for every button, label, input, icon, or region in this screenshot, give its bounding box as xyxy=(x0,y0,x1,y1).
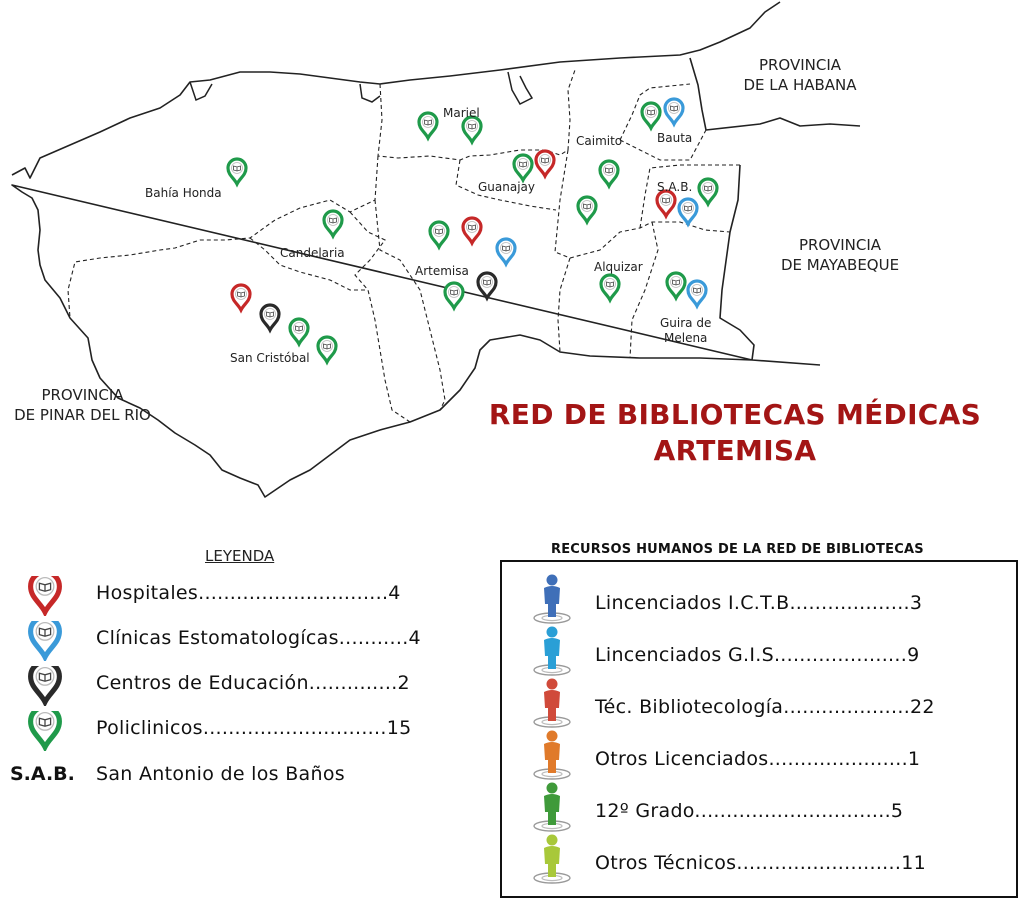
map-pin-policlinico xyxy=(514,155,532,180)
municipality-caimito: Caimito xyxy=(576,134,623,148)
map-pin-educacion xyxy=(261,305,279,330)
map-pin-policlinico xyxy=(667,273,685,298)
map-pin-hospital xyxy=(232,285,250,310)
map-pin-policlinico xyxy=(318,337,336,362)
map-pin-policlinico xyxy=(601,275,619,300)
map-pin-policlinico xyxy=(419,113,437,138)
municipal-boundaries xyxy=(68,70,740,422)
legend-sab-abbr: S.A.B. xyxy=(10,763,75,785)
province-la-habana-line2: DE LA HABANA xyxy=(743,76,857,94)
legend-item-hospital: Hospitales..............................4 xyxy=(96,582,401,604)
map-title-line1: RED DE BIBLIOTECAS MÉDICAS xyxy=(488,398,982,431)
rrhh-item: 12º Grado...............................5 xyxy=(595,800,904,822)
map-pin-policlinico xyxy=(642,103,660,128)
coastline-bays xyxy=(190,72,532,104)
province-pinar-label xyxy=(0,385,165,425)
province-pinar-line1: PROVINCIA xyxy=(41,386,124,404)
map-pin-clinica xyxy=(497,239,515,264)
map-pin-policlinico xyxy=(463,117,481,142)
legend-item-educacion: Centros de Educación..............2 xyxy=(96,672,410,694)
map-pin-policlinico xyxy=(578,197,596,222)
municipality-guira-line1: Guira de xyxy=(660,316,712,330)
legend-sab-full: San Antonio de los Baños xyxy=(96,763,345,785)
province-pinar-line2: DE PINAR DEL RIO xyxy=(14,406,151,424)
province-la-habana-line1: PROVINCIA xyxy=(758,56,842,74)
rrhh-item: Lincenciados G.I.S.....................9 xyxy=(595,644,920,666)
province-la-habana-label xyxy=(735,55,865,95)
legend-item-clinica: Clínicas Estomatologícas...........4 xyxy=(96,627,421,649)
map-pin-policlinico xyxy=(600,161,618,186)
map-pin-policlinico xyxy=(290,319,308,344)
map-pin-policlinico xyxy=(430,222,448,247)
municipality-guira-line2: Melena xyxy=(664,331,708,345)
municipality-san-cristobal: San Cristóbal xyxy=(230,351,310,365)
map-pin-clinica xyxy=(665,99,683,124)
person-icon xyxy=(528,778,576,834)
municipality-bahia-honda: Bahía Honda xyxy=(145,186,222,200)
municipality-mariel: Mariel xyxy=(443,106,480,120)
province-mayabeque-label xyxy=(765,235,915,275)
rrhh-box xyxy=(500,560,1018,898)
map-pin-clinica xyxy=(679,199,697,224)
legend-pin-hospital-icon xyxy=(28,576,62,616)
map-pin-policlinico xyxy=(324,211,342,236)
legend-title: LEYENDA xyxy=(205,547,275,565)
person-icon xyxy=(528,674,576,730)
rrhh-item: Téc. Bibliotecología....................22 xyxy=(595,696,935,718)
rrhh-item: Otros Técnicos..........................11 xyxy=(595,852,926,874)
map-pin-policlinico xyxy=(699,179,717,204)
map-pin-policlinico xyxy=(445,283,463,308)
municipality-bauta: Bauta xyxy=(657,131,693,145)
map-pin-hospital xyxy=(463,218,481,243)
person-icon xyxy=(528,830,576,886)
municipality-guanajay: Guanajay xyxy=(478,180,536,194)
map-pin-hospital xyxy=(536,151,554,176)
map-pin-clinica xyxy=(688,281,706,306)
rrhh-item: Lincenciados I.C.T.B...................3 xyxy=(595,592,923,614)
municipality-candelaria: Candelaria xyxy=(280,246,345,260)
legend-pin-clinica-icon xyxy=(28,621,62,661)
municipality-alquizar: Alquizar xyxy=(594,260,643,274)
person-icon xyxy=(528,622,576,678)
map-pin-hospital xyxy=(657,191,675,216)
rrhh-item: Otros Licenciados......................1 xyxy=(595,748,921,770)
province-mayabeque-line2: DE MAYABEQUE xyxy=(780,256,900,274)
map-pin-policlinico xyxy=(228,159,246,184)
municipality-sab: S.A.B. xyxy=(657,180,693,194)
legend-pin-policlinico-icon xyxy=(28,711,62,751)
map-title-line2: ARTEMISA xyxy=(653,434,817,467)
rrhh-title: RECURSOS HUMANOS DE LA RED DE BIBLIOTECAS xyxy=(551,542,924,557)
legend-pin-educacion-icon xyxy=(28,666,62,706)
map-pins xyxy=(228,99,717,362)
province-mayabeque-line1: PROVINCIA xyxy=(798,236,882,254)
person-icon xyxy=(528,726,576,782)
legend-item-policlinico: Policlinicos.............................15 xyxy=(96,717,412,739)
person-icon xyxy=(528,570,576,626)
map-pin-educacion xyxy=(478,273,496,298)
municipality-artemisa: Artemisa xyxy=(415,264,469,278)
